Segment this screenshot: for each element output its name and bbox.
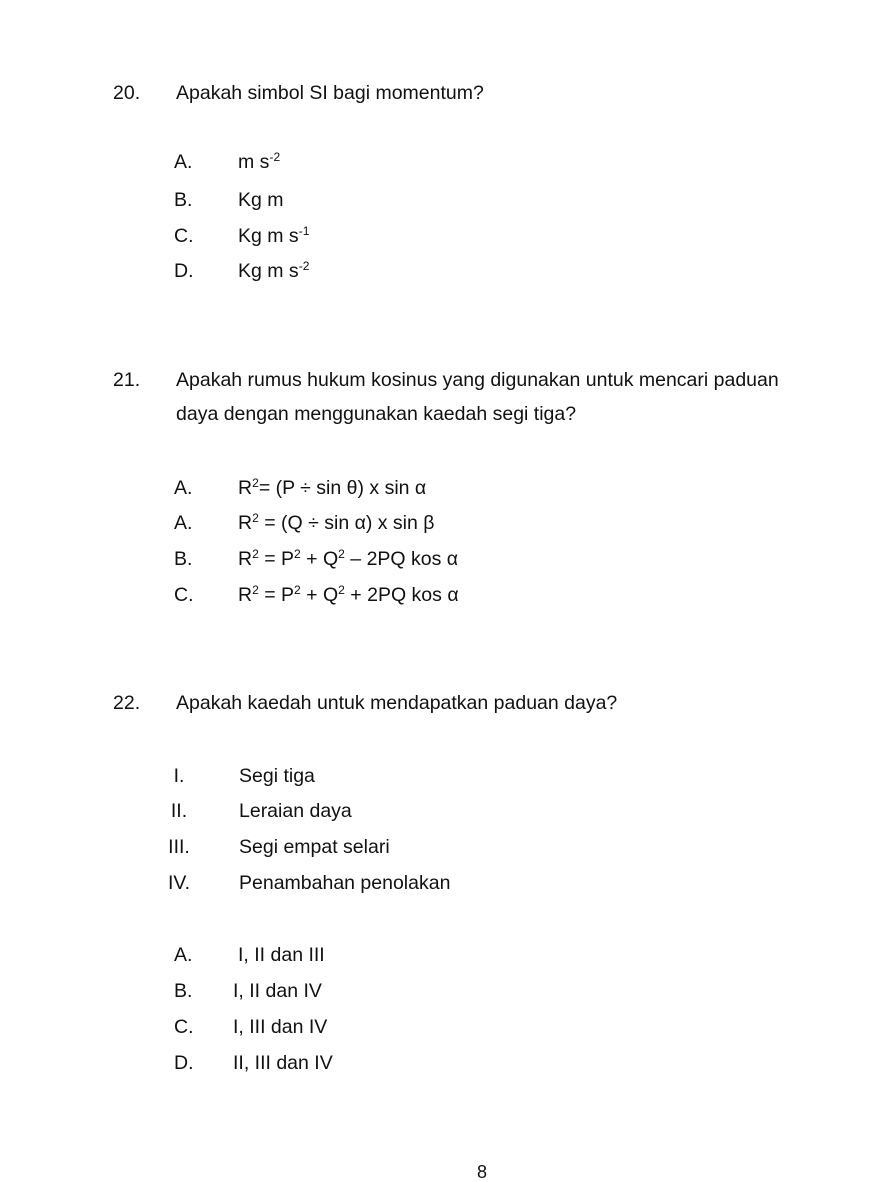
option-formula: $R^2 = (Q \div \sin \alpha)$ x sin β (238, 511, 435, 534)
question-number: 21. (113, 369, 141, 391)
statement-numeral: III. (168, 836, 190, 858)
question-number: 20. (113, 82, 141, 104)
statement-numeral: I. (173, 765, 185, 787)
question-number: 22. (113, 692, 141, 714)
option-label: A. (174, 512, 193, 534)
option-label: B. (174, 980, 193, 1002)
option-label: C. (174, 584, 194, 606)
statement-text: Penambahan penolakan (239, 872, 451, 894)
page-number: 8 (477, 1162, 488, 1182)
option-label: D. (174, 260, 194, 282)
option-text: I, III dan IV (233, 1016, 328, 1038)
question-text: Apakah kaedah untuk mendapatkan paduan daya? (176, 692, 618, 714)
statement-text: Leraian daya (239, 800, 352, 822)
question-text: Apakah simbol SI bagi momentum? (176, 82, 484, 104)
option-label: A. (174, 477, 193, 499)
option-label: C. (174, 225, 194, 247)
option-formula: $R^2 = P^2 + Q^2 - 2PQ$ kos α (238, 547, 459, 570)
statement-text: Segi empat selari (239, 836, 390, 858)
option-text: m $s^{-2}$ (238, 150, 281, 173)
option-label: B. (174, 189, 193, 211)
question-text-line-1: Apakah rumus hukum kosinus yang digunakan untuk mencari paduan (176, 369, 779, 391)
statement-numeral: IV. (167, 872, 191, 894)
option-text: I, II dan IV (233, 980, 322, 1002)
question-text-line-2: daya dengan menggunakan kaedah segi tiga? (176, 403, 577, 425)
option-label: C. (174, 1016, 194, 1038)
option-label: D. (174, 1052, 194, 1074)
option-formula: $R^2 = P^2 + Q^2 + 2PQ$ kos α (238, 583, 459, 606)
option-formula: $R^2= (P \div \sin \theta)$ x sin α (238, 476, 427, 499)
option-label: A. (174, 151, 193, 173)
option-text: I, II dan III (238, 944, 325, 966)
statement-numeral: II. (170, 800, 188, 822)
option-text: Kg m $s^{-2}$ (238, 259, 310, 282)
option-label: A. (174, 944, 193, 966)
option-text: Kg m $s^{-1}$ (238, 224, 310, 247)
option-label: B. (174, 548, 193, 570)
option-text: Kg m (238, 189, 284, 211)
option-text: II, III dan IV (233, 1052, 333, 1074)
statement-text: Segi tiga (239, 765, 315, 787)
